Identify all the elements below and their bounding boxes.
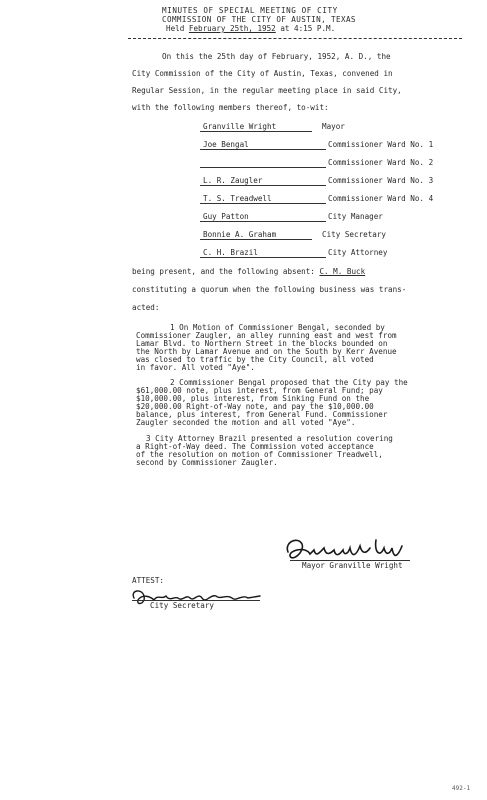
item-line: 3 City Attorney Brazil presented a resolution covering <box>146 434 393 443</box>
roster-title: City Manager <box>328 212 383 221</box>
item-line: in favor. All voted "Aye". <box>136 363 255 372</box>
roster-name-line <box>200 185 326 186</box>
intro-line-1: On this the 25th day of February, 1952, A. D., the <box>162 52 391 61</box>
quorum-line-2: constituting a quorum when the following business was trans- <box>132 285 407 294</box>
roster-name: L. R. Zaugler <box>203 176 263 185</box>
item-line: the North by Lamar Avenue and on the South by Kerr Avenue <box>136 347 397 356</box>
page-mark: 492-1 <box>452 785 471 792</box>
quorum-line-3: acted: <box>132 303 160 312</box>
roster-name: T. S. Treadwell <box>203 194 272 203</box>
item-line: of the resolution on motion of Commissioner Treadwell, <box>136 450 383 459</box>
roster-title: Commissioner Ward No. 4 <box>328 194 434 203</box>
roster-title: Commissioner Ward No. 2 <box>328 158 434 167</box>
header-rule <box>128 38 462 39</box>
item-line: Commissioner Zaugler, an alley running east and west from <box>136 331 397 340</box>
secretary-title: City Secretary <box>150 601 215 610</box>
quorum-line-1 <box>132 267 365 276</box>
item-line: was closed to traffic by the City Council, all voted <box>136 355 374 364</box>
quorum-absent-name: C. M. Buck <box>319 267 366 276</box>
quorum-present-text: being present, and the following absent: <box>132 267 315 276</box>
item-line: Lamar Blvd. to Northern Street in the blocks bounded on <box>136 339 388 348</box>
roster-name-line <box>200 257 326 258</box>
item-line: Zaugler seconded the motion and all voted "Aye". <box>136 418 356 427</box>
roster-name-line <box>200 203 326 204</box>
intro-line-3: Regular Session, in the regular meeting place in said City, <box>132 86 402 95</box>
item-line: $10,000.00, plus interest, from Sinking Fund on the <box>136 394 370 403</box>
roster-name: Bonnie A. Graham <box>203 230 277 239</box>
item-line: a Right-of-Way deed. The Commission voted acceptance <box>136 442 374 451</box>
roster-title: Mayor <box>322 122 345 131</box>
roster-name-line <box>200 149 326 150</box>
roster-title: Commissioner Ward No. 1 <box>328 140 434 149</box>
header-line-2: COMMISSION OF THE CITY OF AUSTIN, TEXAS <box>162 15 356 24</box>
roster-name: Guy Patton <box>203 212 249 221</box>
item-line: balance, plus interest, from General Fund. Commissioner <box>136 410 388 419</box>
roster-name-line <box>200 131 312 132</box>
mayor-title: Mayor Granville Wright <box>302 561 403 570</box>
roster-name-line <box>200 221 326 222</box>
intro-line-2: City Commission of the City of Austin, Texas, convened in <box>132 69 393 78</box>
roster-name: Joe Bengal <box>203 140 249 149</box>
header-line-1: MINUTES OF SPECIAL MEETING OF CITY <box>162 6 338 15</box>
attest-label: ATTEST: <box>132 576 165 585</box>
roster-name: Granville Wright <box>203 122 277 131</box>
item-line: 2 Commissioner Bengal proposed that the City pay the <box>170 378 408 387</box>
roster-name: C. H. Brazil <box>203 248 258 257</box>
roster-title: Commissioner Ward No. 3 <box>328 176 434 185</box>
header-date: February 25th, 1952 <box>188 24 276 33</box>
roster-title: City Secretary <box>322 230 387 239</box>
roster-title: City Attorney <box>328 248 388 257</box>
header-time: at 4:15 P.M. <box>280 24 336 33</box>
header-held: Held <box>166 24 185 33</box>
item-line: 1 On Motion of Commissioner Bengal, seconded by <box>170 323 385 332</box>
roster-name-line <box>200 167 326 168</box>
item-line: $20,000.00 Right-of-Way note, and pay the $10,000.00 <box>136 402 374 411</box>
roster-name-line <box>200 239 312 240</box>
intro-line-4: with the following members thereof, to-wit: <box>132 103 329 112</box>
item-line: $61,000.00 note, plus interest, from General Fund; pay <box>136 386 383 395</box>
item-line: second by Commissioner Zaugler. <box>136 458 278 467</box>
header-line-3 <box>166 24 335 33</box>
